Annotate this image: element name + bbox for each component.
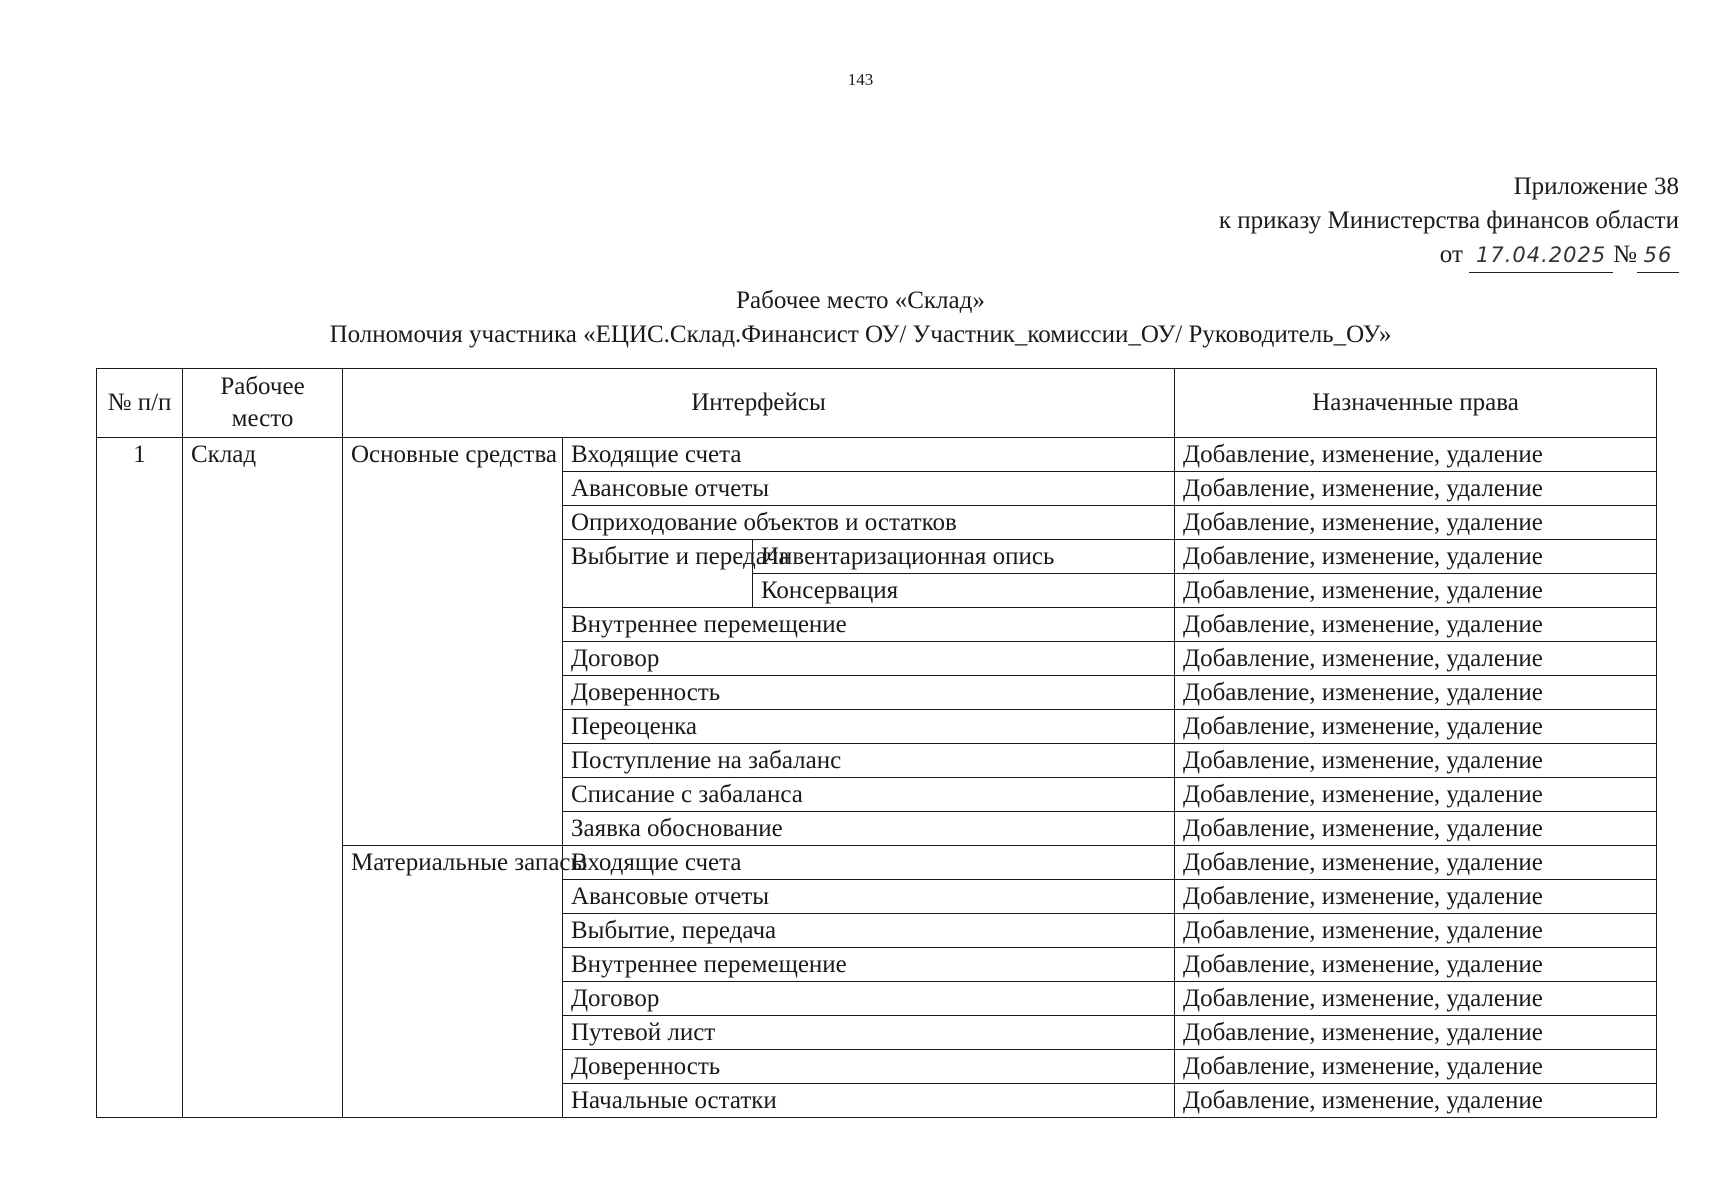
- appendix-date-line: [1219, 238, 1679, 273]
- rights-cell: Добавление, изменение, удаление: [1175, 846, 1657, 880]
- interface-cell: Консервация: [753, 574, 1175, 608]
- rights-cell: Добавление, изменение, удаление: [1175, 1050, 1657, 1084]
- rights-cell: Добавление, изменение, удаление: [1175, 472, 1657, 506]
- rights-cell: Добавление, изменение, удаление: [1175, 540, 1657, 574]
- rights-cell: Добавление, изменение, удаление: [1175, 574, 1657, 608]
- interface-cell: Инвентаризационная опись: [753, 540, 1175, 574]
- interface-cell: Списание с забаланса: [563, 778, 1175, 812]
- header-num: № п/п: [97, 369, 183, 438]
- interface-cell: Входящие счета: [563, 846, 1175, 880]
- rights-cell: Добавление, изменение, удаление: [1175, 608, 1657, 642]
- interface-cell: Заявка обоснование: [563, 812, 1175, 846]
- group-name: Основные средства: [343, 438, 563, 846]
- rights-cell: Добавление, изменение, удаление: [1175, 438, 1657, 472]
- rights-cell: Добавление, изменение, удаление: [1175, 982, 1657, 1016]
- appendix-date: 17.04.2025: [1469, 238, 1613, 273]
- interface-cell: Доверенность: [563, 676, 1175, 710]
- appendix-title: Приложение 38: [1513, 173, 1679, 200]
- rights-cell: Добавление, изменение, удаление: [1175, 778, 1657, 812]
- title-line-2: Полномочия участника «ЕЦИС.Склад.Финансист ОУ/ Участник_комиссии_ОУ/ Руководитель_ОУ»: [329, 321, 1392, 348]
- interface-cell: Переоценка: [563, 710, 1175, 744]
- interface-cell: Авансовые отчеты: [563, 472, 1175, 506]
- workplace-cell: Склад: [183, 438, 343, 1118]
- rights-cell: Добавление, изменение, удаление: [1175, 642, 1657, 676]
- rights-cell: Добавление, изменение, удаление: [1175, 1016, 1657, 1050]
- table-row: [97, 438, 1657, 472]
- interface-cell: Договор: [563, 982, 1175, 1016]
- title-line-1: Рабочее место «Склад»: [736, 287, 985, 314]
- appendix-number-label: №: [1613, 241, 1637, 268]
- row-number: 1: [97, 438, 183, 1118]
- interface-cell: Внутреннее перемещение: [563, 608, 1175, 642]
- header-rights: Назначенные права: [1175, 369, 1657, 438]
- header-interfaces: Интерфейсы: [343, 369, 1175, 438]
- rights-cell: Добавление, изменение, удаление: [1175, 744, 1657, 778]
- rights-cell: Добавление, изменение, удаление: [1175, 676, 1657, 710]
- interface-cell: Оприходование объектов и остатков: [563, 506, 1175, 540]
- rights-cell: Добавление, изменение, удаление: [1175, 948, 1657, 982]
- interface-cell: Поступление на забаланс: [563, 744, 1175, 778]
- header-workplace: Рабочее место: [183, 369, 343, 438]
- group-name: Материальные запасы: [343, 846, 563, 1118]
- interface-cell: Начальные остатки: [563, 1084, 1175, 1118]
- interface-cell: Путевой лист: [563, 1016, 1175, 1050]
- rights-table: [96, 368, 1657, 1118]
- appendix-block: [1219, 170, 1679, 273]
- appendix-number: 56: [1637, 238, 1679, 273]
- appendix-from-label: от: [1439, 241, 1463, 268]
- interface-parent-cell: Выбытие и передача: [563, 540, 753, 608]
- rights-cell: Добавление, изменение, удаление: [1175, 506, 1657, 540]
- interface-cell: Доверенность: [563, 1050, 1175, 1084]
- interface-cell: Входящие счета: [563, 438, 1175, 472]
- rights-cell: Добавление, изменение, удаление: [1175, 812, 1657, 846]
- interface-cell: Выбытие, передача: [563, 914, 1175, 948]
- interface-cell: Договор: [563, 642, 1175, 676]
- rights-cell: Добавление, изменение, удаление: [1175, 914, 1657, 948]
- appendix-order: к приказу Министерства финансов области: [1218, 207, 1679, 234]
- page-number: 143: [847, 70, 874, 89]
- interface-cell: Внутреннее перемещение: [563, 948, 1175, 982]
- document-title: [0, 284, 1721, 352]
- interface-cell: Авансовые отчеты: [563, 880, 1175, 914]
- rights-cell: Добавление, изменение, удаление: [1175, 710, 1657, 744]
- table-header-row: [97, 369, 1657, 438]
- rights-cell: Добавление, изменение, удаление: [1175, 880, 1657, 914]
- rights-cell: Добавление, изменение, удаление: [1175, 1084, 1657, 1118]
